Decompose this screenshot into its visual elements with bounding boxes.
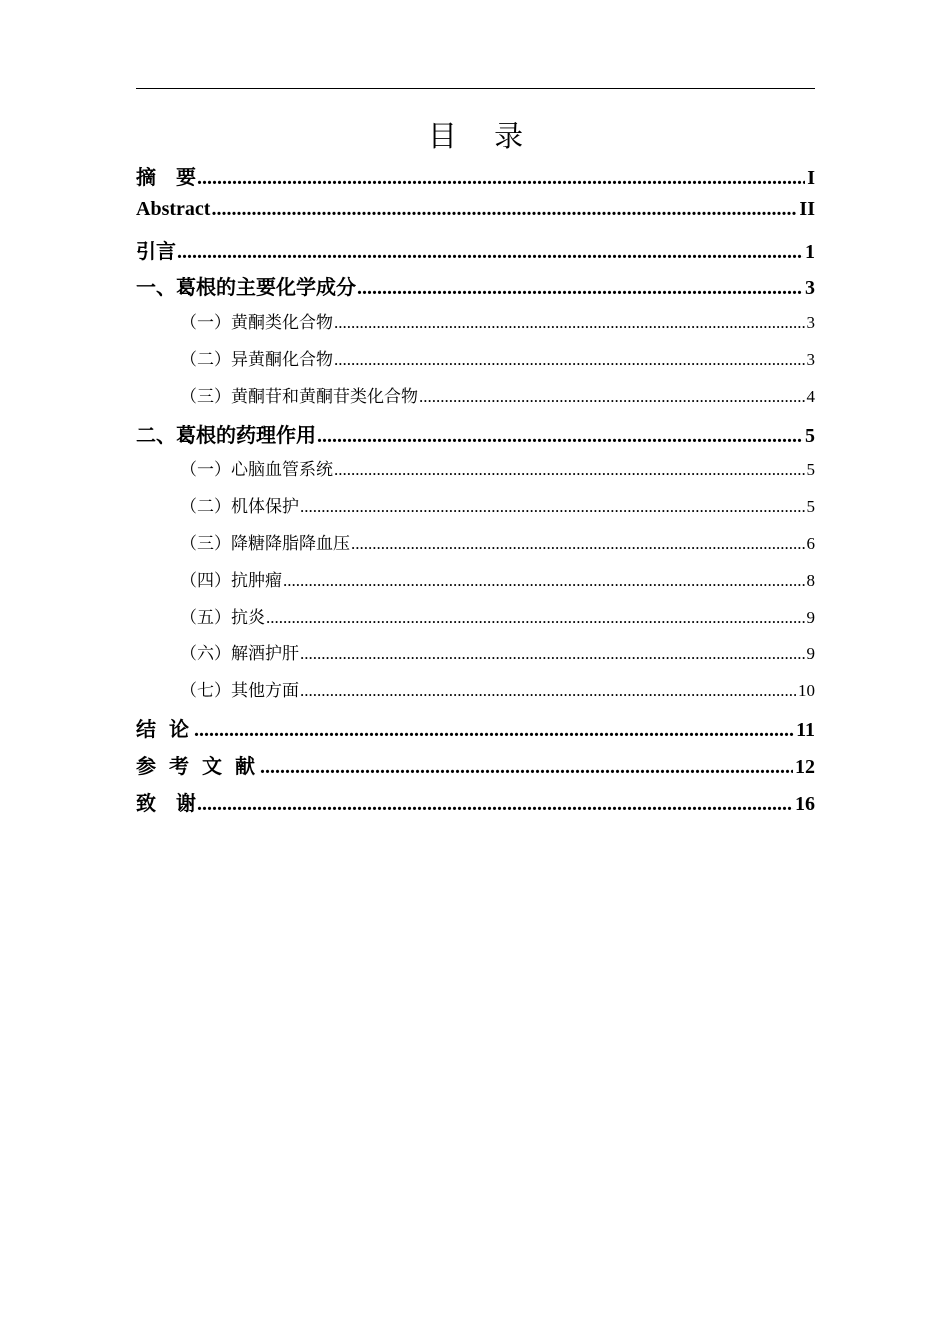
toc-page-number: 11 <box>796 718 815 741</box>
dot-leader <box>197 167 805 190</box>
toc-entry-number: （四） <box>180 570 231 590</box>
toc-entry-number: （一） <box>180 313 231 333</box>
toc-entry-number: （一） <box>180 460 231 480</box>
dot-leader <box>334 350 805 370</box>
toc-entry-number: （二） <box>180 349 231 369</box>
header-rule <box>136 88 815 89</box>
toc-entry-number: 二、 <box>136 424 176 447</box>
toc-page-number: 4 <box>806 386 815 406</box>
toc-page-number: 9 <box>806 607 815 627</box>
toc-entry-number: （三） <box>180 533 231 553</box>
toc-entry-label: 机体保护 <box>231 497 299 517</box>
toc-page-number: 5 <box>806 497 815 517</box>
toc-entry-section-2-7[interactable] <box>136 676 815 713</box>
dot-leader <box>357 277 803 300</box>
toc-page-number: 5 <box>806 460 815 480</box>
dot-leader <box>283 571 805 591</box>
dot-leader <box>334 460 805 480</box>
toc-entry-label: 葛根的主要化学成分 <box>176 277 356 300</box>
toc-entry-label: 致 谢 <box>136 792 196 815</box>
toc-page-number: 3 <box>806 313 815 333</box>
toc-entry-label: 其他方面 <box>231 681 299 701</box>
toc-entry-label: 摘 要 <box>136 167 196 189</box>
toc-page-number: 10 <box>798 681 815 701</box>
toc-page-number: 5 <box>805 424 815 447</box>
toc-entry-label: 引言 <box>136 240 176 263</box>
toc-page-number: I <box>807 167 815 189</box>
dot-leader <box>177 241 803 264</box>
toc-page-number: 8 <box>806 570 815 590</box>
toc-entry-section-1-3[interactable] <box>136 382 815 419</box>
toc-entry-section-1-2[interactable] <box>136 345 815 382</box>
toc-entry-label: 结 论 <box>136 718 193 741</box>
dot-leader <box>317 425 803 448</box>
toc-entry-section-2-6[interactable] <box>136 639 815 676</box>
page-title: 目 录 <box>427 119 538 153</box>
toc-entry-section-2-2[interactable] <box>136 492 815 529</box>
toc-entry-label: 葛根的药理作用 <box>176 424 316 447</box>
toc-entry-section-2-5[interactable] <box>136 603 815 640</box>
toc-entry-section-2-1[interactable] <box>136 455 815 492</box>
dot-leader <box>211 198 797 221</box>
toc-entry-abstract-cn[interactable] <box>136 161 815 198</box>
toc-page-number: 9 <box>806 644 815 664</box>
toc-page-number: 6 <box>806 533 815 553</box>
toc-entry-introduction[interactable] <box>136 235 815 272</box>
toc-entry-chapter-1[interactable] <box>136 271 815 308</box>
dot-leader <box>194 719 794 742</box>
dot-leader <box>266 608 805 628</box>
toc-entry-chapter-2[interactable] <box>136 419 815 456</box>
toc-entry-section-2-4[interactable] <box>136 566 815 603</box>
dot-leader <box>300 497 805 517</box>
toc-entry-section-1-1[interactable] <box>136 308 815 345</box>
toc-entry-label: 黄酮类化合物 <box>231 313 333 333</box>
toc-page-number: 3 <box>805 277 815 300</box>
toc-entry-label: 抗肿瘤 <box>231 570 282 590</box>
toc-entry-number: 一、 <box>136 277 176 300</box>
dot-leader <box>300 681 796 701</box>
toc-entry-acknowledgements[interactable] <box>136 787 815 824</box>
toc-entry-number: （六） <box>180 644 231 664</box>
toc-entry-label: Abstract <box>136 197 211 220</box>
toc-entry-label: 参 考 文 献 <box>136 755 259 778</box>
toc-page-number: 12 <box>795 755 815 778</box>
toc-entry-references[interactable] <box>136 750 815 787</box>
dot-leader <box>260 756 793 779</box>
toc-entry-number: （三） <box>180 386 231 406</box>
toc-entry-label: 抗炎 <box>231 607 265 627</box>
toc-page-number: II <box>799 197 815 220</box>
toc-entry-number: （二） <box>180 497 231 517</box>
table-of-contents <box>136 161 815 823</box>
toc-page-number: 16 <box>795 792 815 815</box>
dot-leader <box>197 793 793 816</box>
toc-entry-conclusion[interactable] <box>136 713 815 750</box>
toc-entry-label: 黄酮苷和黄酮苷类化合物 <box>231 386 418 406</box>
toc-entry-label: 解酒护肝 <box>231 644 299 664</box>
dot-leader <box>419 387 805 407</box>
dot-leader <box>300 644 805 664</box>
dot-leader <box>334 313 805 333</box>
toc-entry-label: 心脑血管系统 <box>231 460 333 480</box>
toc-page-number: 3 <box>806 349 815 369</box>
toc-entry-section-2-3[interactable] <box>136 529 815 566</box>
toc-entry-number: （五） <box>180 607 231 627</box>
toc-entry-label: 降糖降脂降血压 <box>231 533 350 553</box>
toc-entry-number: （七） <box>180 681 231 701</box>
toc-entry-abstract-en[interactable] <box>136 198 815 235</box>
dot-leader <box>351 534 805 554</box>
toc-entry-label: 异黄酮化合物 <box>231 349 333 369</box>
toc-page-number: 1 <box>805 240 815 263</box>
